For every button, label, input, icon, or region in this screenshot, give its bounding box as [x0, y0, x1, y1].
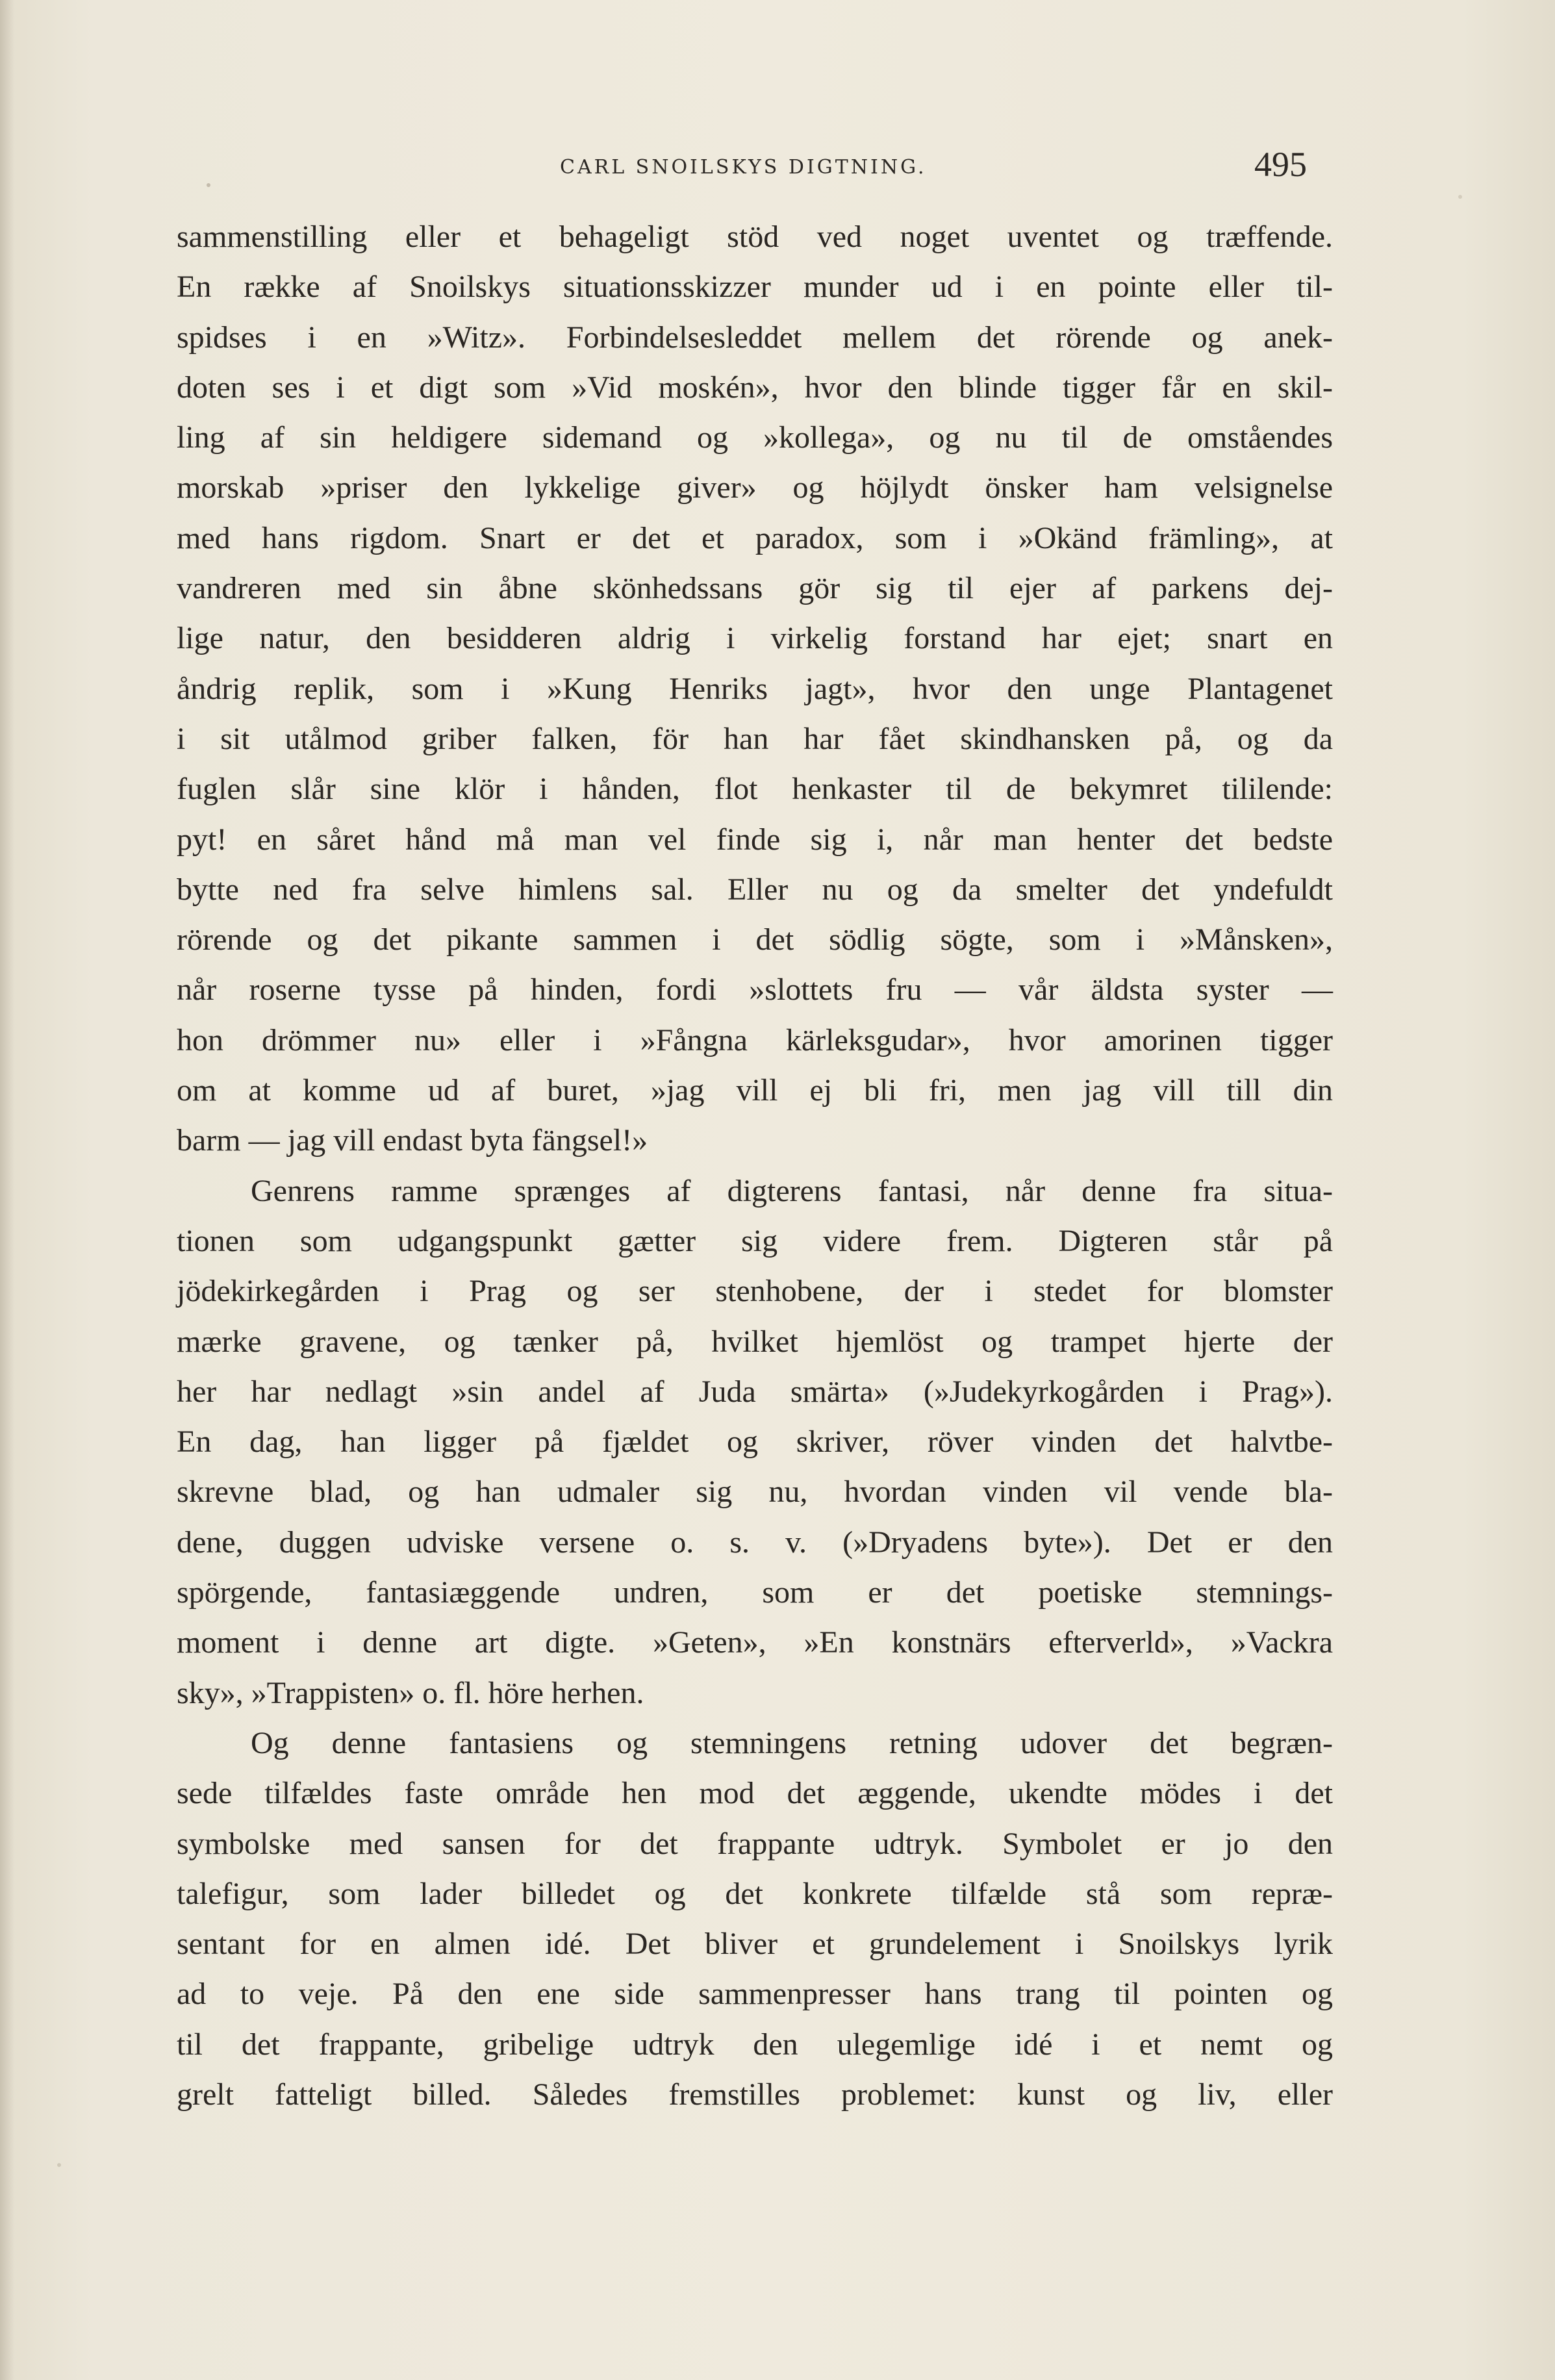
text-line: moment i denne art digte. »Geten», »En konstnärs efterverld», »Vackra	[177, 1625, 1333, 1660]
page-edge-shadow	[0, 0, 14, 2380]
text-line: vandreren med sin åbne skönhedssans gör sig til ejer af parkens dej-	[177, 571, 1333, 606]
text-line: En dag, han ligger på fjældet og skriver, röver vinden det halvtbe-	[177, 1424, 1333, 1460]
text-line: morskab »priser den lykkelige giver» og höjlydt önsker ham velsignelse	[177, 470, 1333, 505]
text-line: sede tilfældes faste område hen mod det æggende, ukendte mödes i det	[177, 1776, 1333, 1811]
text-line: grelt fatteligt billed. Således fremstilles problemet: kunst og liv, eller	[177, 2077, 1333, 2112]
text-line: til det frappante, gribelige udtryk den ulegemlige idé i et nemt og	[177, 2027, 1333, 2062]
text-line: åndrig replik, som i »Kung Henriks jagt», hvor den unge Plantagenet	[177, 671, 1333, 706]
paper-speck	[207, 183, 210, 187]
paragraph-3	[177, 1718, 1333, 2120]
text-line: spidses i en »Witz». Forbindelsesleddet mellem det rörende og anek-	[177, 320, 1333, 355]
text-line: sentant for en almen idé. Det bliver et grundelement i Snoilskys lyrik	[177, 1927, 1333, 1962]
text-line: sky», »Trappisten» o. fl. höre herhen.	[177, 1675, 644, 1710]
text-line: mærke gravene, og tænker på, hvilket hjemlöst og trampet hjerte der	[177, 1324, 1333, 1359]
text-line: tionen som udgangspunkt gætter sig videre frem. Digteren står på	[177, 1223, 1333, 1258]
text-line: symbolske med sansen for det frappante udtryk. Symbolet er jo den	[177, 1826, 1333, 1861]
body-text	[177, 212, 1333, 2120]
text-line: Genrens ramme sprænges af digterens fantasi, når denne fra situa-	[251, 1173, 1333, 1208]
text-line: sammenstilling eller et behageligt stöd ved noget uventet og træffende.	[177, 220, 1333, 254]
text-line: her har nedlagt »sin andel af Juda smärta» (»Judekyrkogården i Prag»).	[177, 1374, 1333, 1409]
paper-speck	[57, 2163, 61, 2167]
text-line: hon drömmer nu» eller i »Fångna kärleksgudar», hvor amorinen tigger	[177, 1022, 1333, 1057]
text-line: i sit utålmod griber falken, för han har fået skindhansken på, og da	[177, 721, 1333, 756]
paper-speck	[1458, 195, 1462, 199]
text-line: dene, duggen udviske versene o. s. v. (»Dryadens byte»). Det er den	[177, 1525, 1333, 1560]
text-line: lige natur, den besidderen aldrig i virkelig forstand har ejet; snart en	[177, 621, 1333, 656]
text-line: En række af Snoilskys situationsskizzer munder ud i en pointe eller til-	[177, 270, 1333, 305]
running-title: CARL SNOILSKYS DIGTNING.	[560, 156, 927, 179]
text-line: bytte ned fra selve himlens sal. Eller nu og da smelter det yndefuldt	[177, 872, 1333, 907]
text-line: rörende og det pikante sammen i det södlig sögte, som i »Månsken»,	[177, 922, 1333, 957]
page-number: 495	[1254, 145, 1307, 184]
text-line: når roserne tysse på hinden, fordi »slottets fru — vår äldsta syster —	[177, 972, 1333, 1007]
text-line: pyt! en såret hånd må man vel finde sig i, når man henter det bedste	[177, 822, 1333, 857]
text-line: jödekirkegården i Prag og ser stenhobene, der i stedet for blomster	[177, 1274, 1333, 1309]
text-line: ad to veje. På den ene side sammenpresser hans trang til pointen og	[177, 1977, 1333, 2012]
text-line: talefigur, som lader billedet og det konkrete tilfælde stå som repræ-	[177, 1876, 1333, 1911]
text-line: ling af sin heldigere sidemand og »kollega», og nu til de omståendes	[177, 420, 1333, 455]
text-line: med hans rigdom. Snart er det et paradox, som i »Okänd främling», at	[177, 520, 1333, 555]
paragraph-2	[177, 1166, 1333, 1718]
page-header	[177, 144, 1333, 190]
text-line: doten ses i et digt som »Vid moskén», hvor den blinde tigger får en skil-	[177, 370, 1333, 405]
text-line: skrevne blad, og han udmaler sig nu, hvordan vinden vil vende bla-	[177, 1475, 1333, 1510]
text-line: spörgende, fantasiæggende undren, som er det poetiske stemnings-	[177, 1575, 1333, 1610]
text-line: fuglen slår sine klör i hånden, flot henkaster til de bekymret tililende:	[177, 772, 1333, 807]
text-line: om at komme ud af buret, »jag vill ej bli fri, men jag vill till din	[177, 1073, 1333, 1108]
text-line: barm — jag vill endast byta fängsel!»	[177, 1123, 648, 1158]
paragraph-1	[177, 212, 1333, 1166]
text-line: Og denne fantasiens og stemningens retning udover det begræn-	[251, 1725, 1333, 1760]
